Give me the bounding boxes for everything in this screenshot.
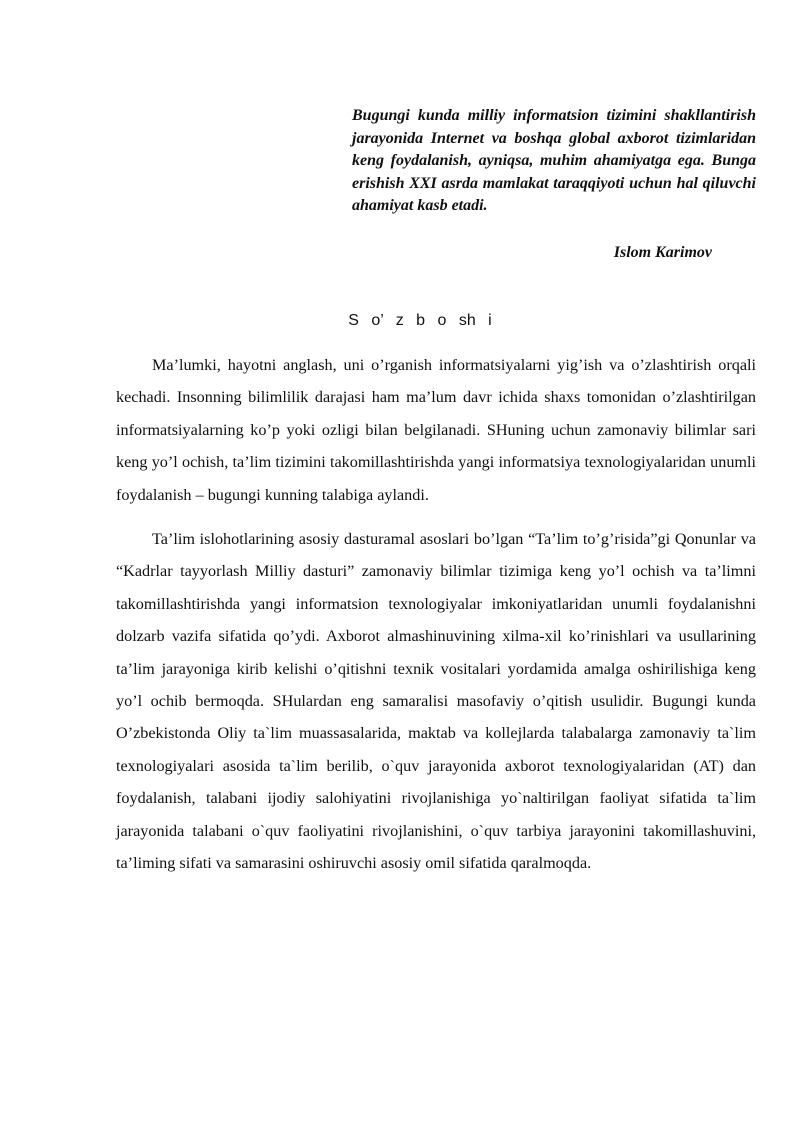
body-text	[116, 349, 756, 892]
epigraph-author: Islom Karimov	[613, 244, 712, 261]
section-heading: S o’ z b o sh i	[348, 312, 492, 329]
paragraph-2: Ta’lim islohotlarining asosiy dasturamal asoslari bo’lgan “Ta’lim to’g’risida”gi Qonunlar va “Kadrlar tayyorlash Milliy dasturi” zamonaviy bilimlar tizimiga keng yo’l ochish va ta’limni takomillashtirishda yangi informatsion texnologiyalar imkoniyatlaridan unumli foydalanishni dolzarb vazifa sifatida qo’ydi. Axborot almashinuvining xilma-xil ko’rinishlari va usullarining ta’lim jarayoniga kirib kelishi o’qitishni texnik vositalari yordamida amalga oshirilishiga keng yo’l ochib bermoqda. SHulardan eng samaralisi masofaviy o’qitish usulidir. Bugungi kunda O’zbekistonda Oliy ta`lim muassasalarida, maktab va kollejlarda talabalarga zamonaviy ta`lim texnologiyalari asosida ta`lim berilib, o`quv jarayonida axborot texnologiyalaridan (AT) dan foydalanish, talabani ijodiy salohiyatini rivojlanishiga yo`naltirilgan faoliyat sifatida ta`lim jarayonida talabani o`quv faoliyatini rivojlanishini, o`quv tarbiya jarayonini takomillashuvini, ta’liming sifati va samarasini oshiruvchi asosiy omil sifatida qaralmoqda.	[116, 530, 756, 873]
paragraph-1: Ma’lumki, hayotni anglash, uni o’rganish informatsiyalarni yig’ish va o’zlashtirish orqali kechadi. Insonning bilimlilik darajasi ham ma’lum davr ichida shaxs tomonidan o’zlashtirilgan informatsiyalarning ko’p yoki ozligi bilan belgilanadi. SHuning uchun zamonaviy bilimlar sari keng yo’l ochish, ta’lim tizimini takomillashtirishda yangi informatsiya texnologiyalaridan unumli foydalanish – bugungi kunning talabiga aylandi.	[116, 356, 756, 504]
epigraph-quote: Bugungi kunda milliy informatsion tizimini shakllantirish jarayonida Internet va boshqa global axborot tizimlaridan keng foydalanish, ayniqsa, muhim ahamiyatga ega. Bunga erishish XXI asrda mamlakat taraqqiyoti uchun hal qiluvchi ahamiyat kasb etadi.	[352, 107, 756, 214]
